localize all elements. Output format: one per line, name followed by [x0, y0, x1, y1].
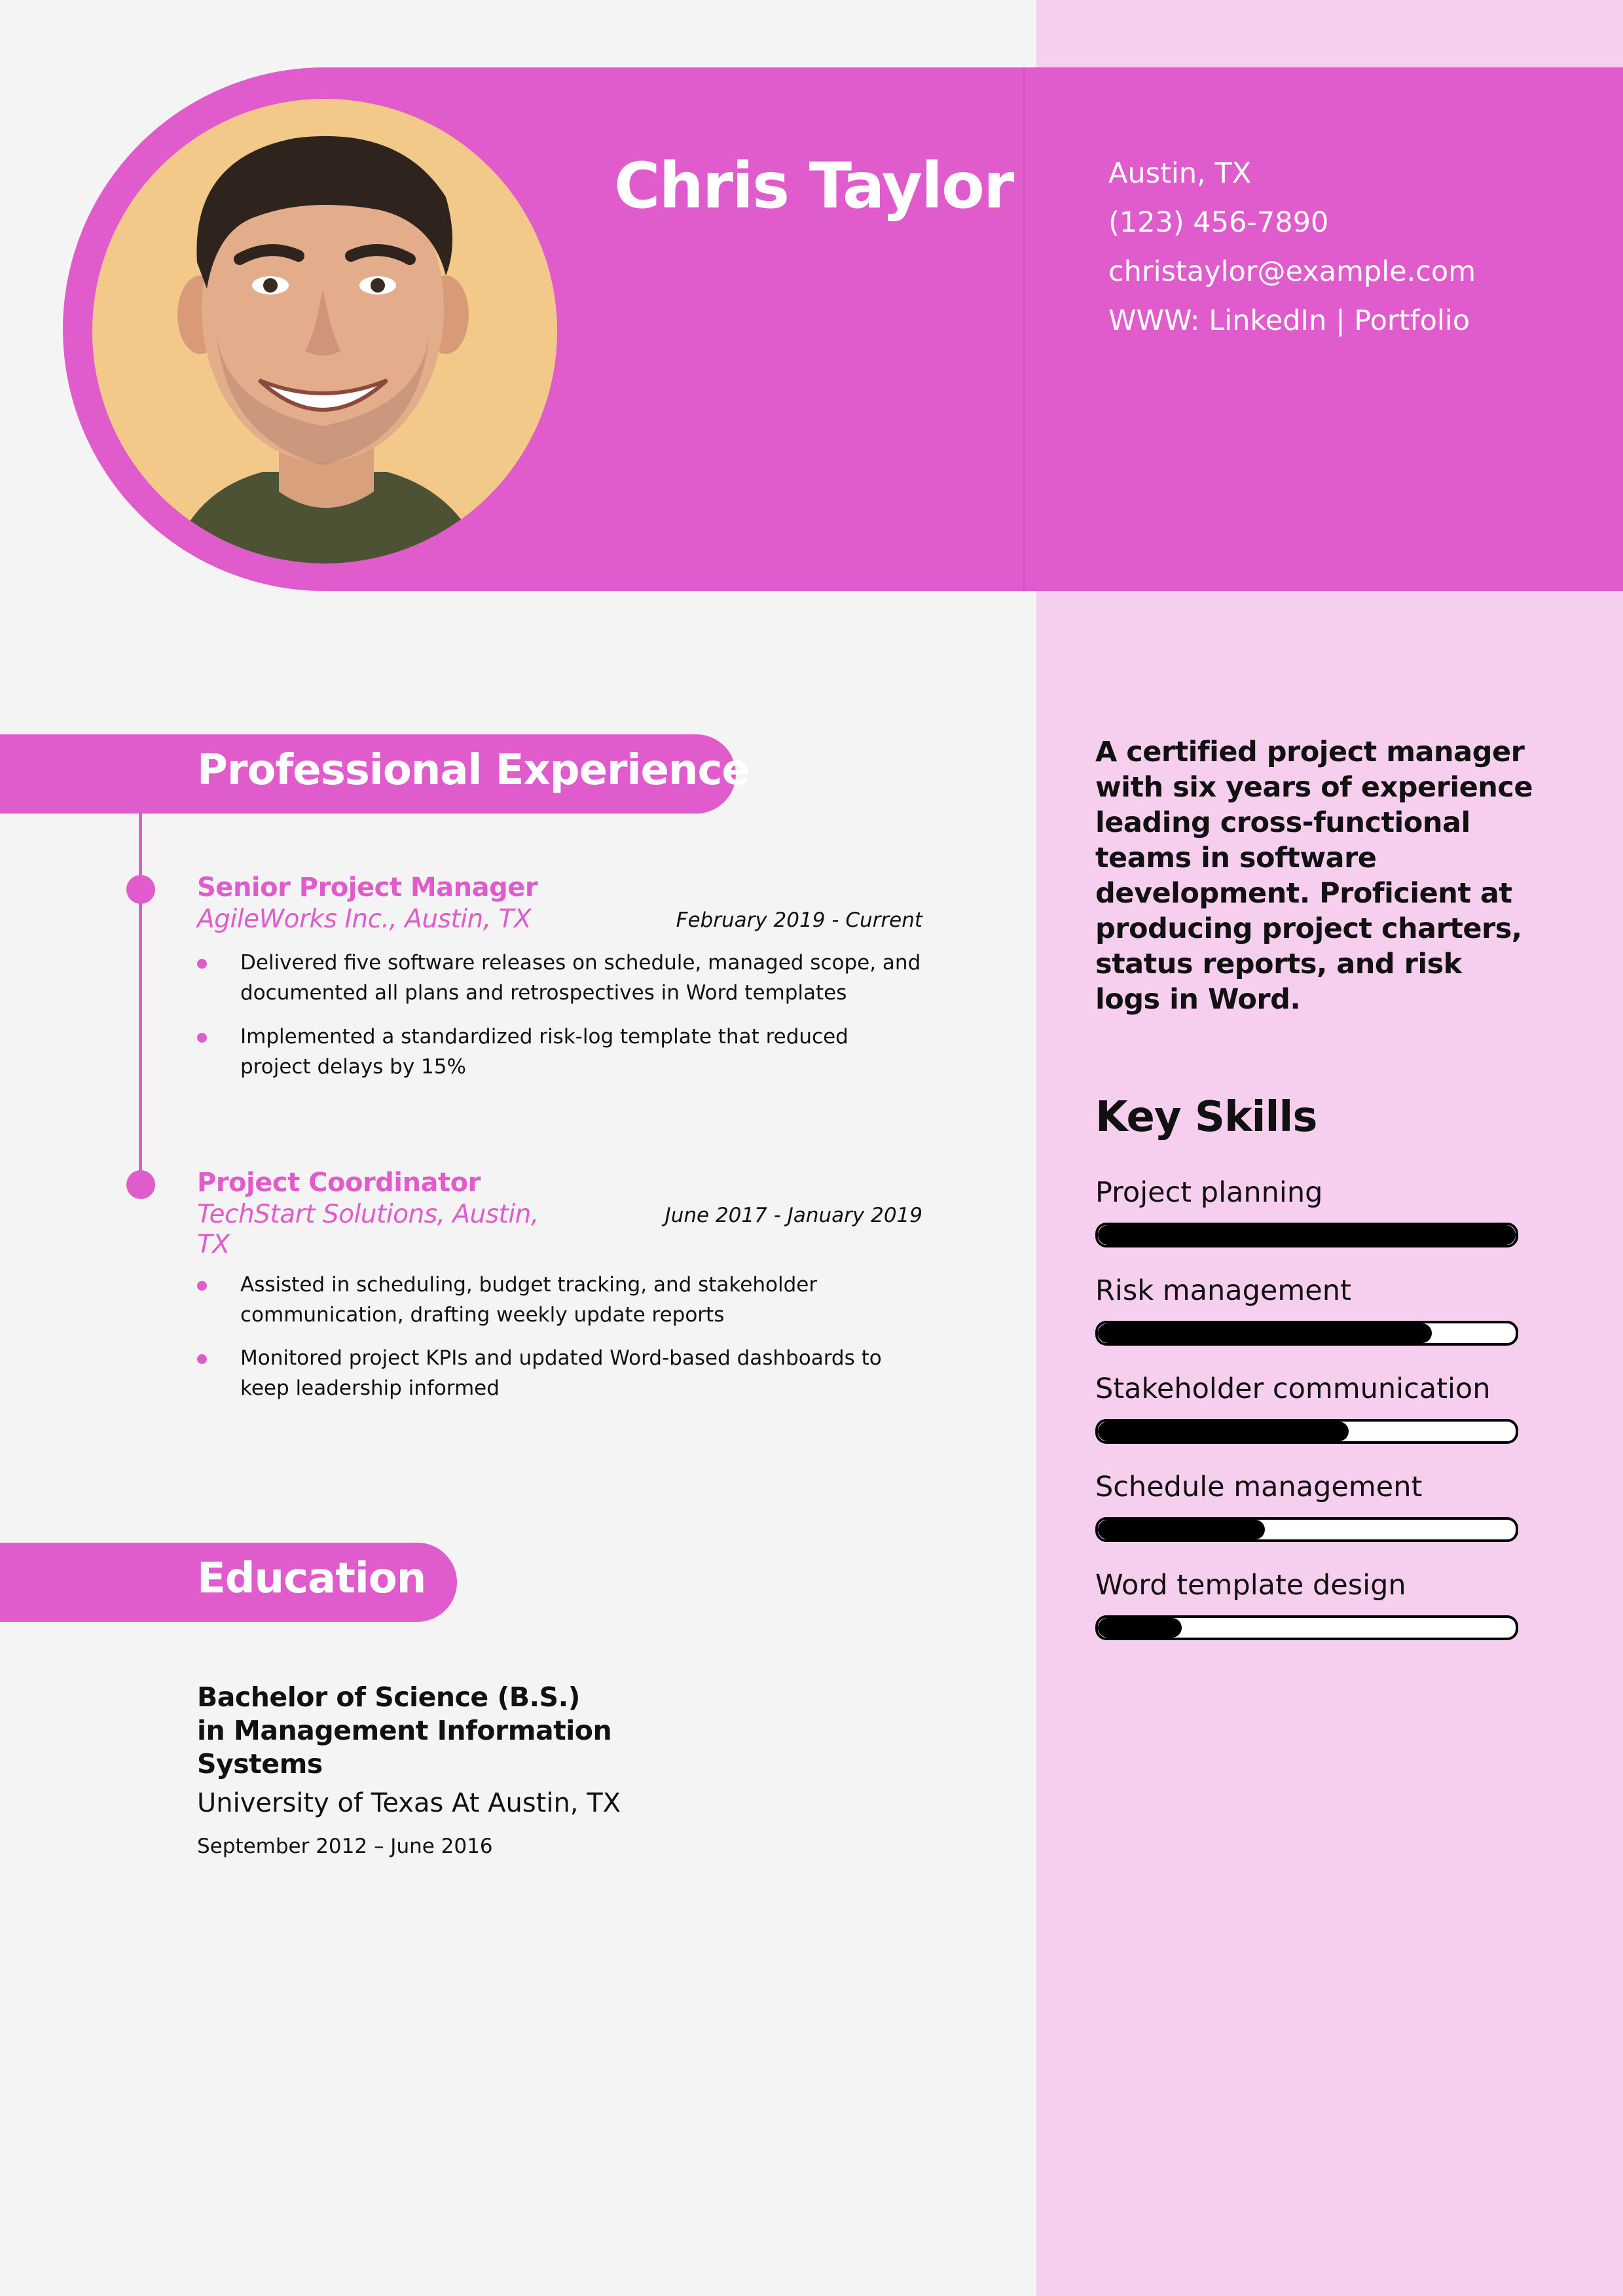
job-title: Project Coordinator	[197, 1168, 481, 1198]
skills-heading: Key Skills	[1095, 1093, 1317, 1141]
skill-bar-fill	[1098, 1323, 1432, 1343]
contact-info	[1108, 149, 1593, 346]
job-title: Senior Project Manager	[197, 872, 538, 903]
education-degree: Bachelor of Science (B.S.) in Management Information Systems	[197, 1681, 612, 1780]
job-dates: February 2019 - Current	[676, 908, 922, 932]
skill-bar-fill	[1098, 1520, 1265, 1539]
bullet-dot	[197, 959, 207, 969]
job-company: AgileWorks Inc., Austin, TX	[197, 905, 532, 934]
education-heading-tab	[0, 1543, 457, 1622]
skill-label: Risk management	[1095, 1274, 1351, 1307]
skill-bar-fill	[1098, 1225, 1516, 1245]
skill-label: Stakeholder communication	[1095, 1372, 1491, 1405]
job-company: TechStart Solutions, Austin, TX	[197, 1200, 539, 1259]
skill-bar	[1095, 1615, 1518, 1640]
experience-heading-tab	[0, 734, 750, 814]
contact-email[interactable]: christaylor@example.com	[1108, 255, 1476, 288]
profile-photo	[92, 99, 557, 564]
bullet-text: Implemented a standardized risk-log template that reduced project delays by 15%	[240, 1025, 848, 1079]
skill-bar-fill	[1098, 1618, 1182, 1638]
job-dates: June 2017 - January 2019	[665, 1204, 922, 1227]
bullet-text: Delivered five software releases on schedule, managed scope, and documented all plans and retrospectives in Word templates	[240, 951, 921, 1005]
timeline-line	[139, 812, 142, 1185]
contact-links[interactable]: WWW: LinkedIn | Portfolio	[1108, 304, 1470, 337]
education-school: University of Texas At Austin, TX	[197, 1788, 621, 1818]
contact-phone[interactable]: (123) 456-7890	[1108, 206, 1329, 239]
timeline-dot	[126, 875, 155, 904]
education-dates: September 2012 – June 2016	[197, 1835, 493, 1858]
experience-heading: Professional Experience	[197, 746, 750, 795]
skill-bar	[1095, 1321, 1518, 1346]
bullet-dot	[197, 1033, 207, 1043]
skill-label: Project planning	[1095, 1176, 1323, 1209]
header-divider	[1023, 67, 1025, 591]
skill-label: Word template design	[1095, 1569, 1406, 1602]
bullet-dot	[197, 1281, 207, 1291]
profile-summary: A certified project manager with six years of experience leading cross-functional teams in software development. Proficient at producing project charters, status reports, and risk logs in Word.	[1095, 736, 1533, 1016]
bullet-dot	[197, 1354, 207, 1364]
candidate-name: Chris Taylor	[614, 149, 1013, 223]
timeline-dot	[126, 1170, 155, 1199]
skill-bar	[1095, 1223, 1518, 1247]
education-heading: Education	[197, 1554, 426, 1603]
skill-bar	[1095, 1517, 1518, 1542]
skill-label: Schedule management	[1095, 1471, 1423, 1503]
contact-location: Austin, TX	[1108, 157, 1252, 190]
bullet-text: Monitored project KPIs and updated Word-based dashboards to keep leadership informed	[240, 1346, 882, 1400]
skill-bar	[1095, 1419, 1518, 1444]
bullet-text: Assisted in scheduling, budget tracking, and stakeholder communication, drafting weekly update reports	[240, 1273, 818, 1327]
skill-bar-fill	[1098, 1422, 1349, 1441]
